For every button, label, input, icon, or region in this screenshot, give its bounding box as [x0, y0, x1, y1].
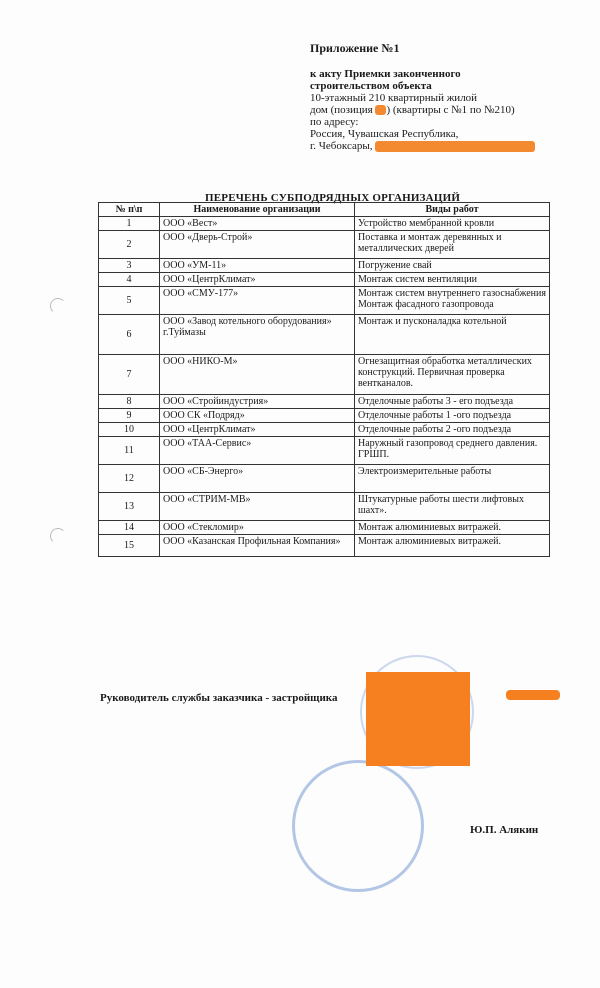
row-org: ООО «НИКО-М»: [160, 355, 355, 395]
row-org: ООО «СБ-Энерго»: [160, 465, 355, 493]
row-work: Отделочные работы 3 - его подъезда: [355, 395, 550, 409]
table-row: [99, 355, 550, 395]
row-work: Отделочные работы 2 -ого подъезда: [355, 423, 550, 437]
table-header-row: [99, 203, 550, 217]
header-num: № п\п: [99, 203, 160, 217]
table-row: [99, 395, 550, 409]
row-work: Монтаж и пусконаладка котельной: [355, 315, 550, 355]
row-num: 12: [99, 465, 160, 493]
row-org: ООО «Дверь-Строй»: [160, 231, 355, 259]
row-org: ООО «ЦентрКлимат»: [160, 423, 355, 437]
address-country: Россия, Чувашская Республика,: [310, 128, 459, 140]
table-row: [99, 259, 550, 273]
object-line-4b: ) (квартиры с №1 по №210): [386, 104, 515, 116]
address-label: по адресу:: [310, 116, 359, 128]
row-org: ООО «Стройиндустрия»: [160, 395, 355, 409]
punch-hole-bottom: [50, 528, 66, 544]
header-org: Наименование организации: [160, 203, 355, 217]
header-work: Виды работ: [355, 203, 550, 217]
row-work: Отделочные работы 1 -ого подъезда: [355, 409, 550, 423]
row-num: 3: [99, 259, 160, 273]
row-work: Монтаж алюминиевых витражей.: [355, 535, 550, 557]
row-work: Штукатурные работы шести лифтовых шахт».: [355, 493, 550, 521]
row-work: Монтаж систем внутреннего газоснабжения Монтаж фасадного газопровода: [355, 287, 550, 315]
list-title: ПЕРЕЧЕНЬ СУБПОДРЯДНЫХ ОРГАНИЗАЦИЙ: [205, 192, 461, 204]
row-num: 14: [99, 521, 160, 535]
signature-label: Руководитель службы заказчика - застройщика: [100, 692, 338, 704]
redaction-position: [375, 105, 386, 115]
row-org: ООО «УМ-11»: [160, 259, 355, 273]
row-work: Электроизмерительные работы: [355, 465, 550, 493]
row-org: ООО «Вест»: [160, 217, 355, 231]
row-num: 15: [99, 535, 160, 557]
row-org: ООО «Стекломир»: [160, 521, 355, 535]
row-org: ООО «Завод котельного оборудования» г.Туймазы: [160, 315, 355, 355]
row-work: Огнезащитная обработка металлических конструкций. Первичная проверка вентканалов.: [355, 355, 550, 395]
table-row: [99, 273, 550, 287]
row-work: Монтаж алюминиевых витражей.: [355, 521, 550, 535]
table-row: [99, 521, 550, 535]
row-org: ООО «ЦентрКлимат»: [160, 273, 355, 287]
appendix-title: Приложение №1: [310, 41, 400, 55]
object-line-4: [310, 104, 535, 116]
table-row: [99, 231, 550, 259]
row-num: 8: [99, 395, 160, 409]
signer-name: Ю.П. Алякин: [470, 824, 539, 836]
row-work: Монтаж систем вентиляции: [355, 273, 550, 287]
address-city-text: г. Чебоксары,: [310, 140, 376, 152]
table-row: [99, 315, 550, 355]
act-line-2: строительством объекта: [310, 80, 432, 92]
act-line-1: к акту Приемки законченного: [310, 68, 461, 80]
redaction-address: [375, 141, 535, 152]
object-line-4a: дом (позиция: [310, 104, 376, 116]
row-work: Устройство мембранной кровли: [355, 217, 550, 231]
table-row: [99, 423, 550, 437]
row-num: 4: [99, 273, 160, 287]
table-row: [99, 287, 550, 315]
punch-hole-top: [50, 298, 66, 314]
table-row: [99, 465, 550, 493]
row-num: 1: [99, 217, 160, 231]
row-num: 6: [99, 315, 160, 355]
table-row: [99, 493, 550, 521]
subcontractors-table: [98, 202, 550, 557]
object-line-3: 10-этажный 210 квартирный жилой: [310, 92, 478, 104]
row-org: ООО СК «Подряд»: [160, 409, 355, 423]
row-org: ООО «ТАА-Сервис»: [160, 437, 355, 465]
row-org: ООО «Казанская Профильная Компания»: [160, 535, 355, 557]
redaction-small: [506, 690, 560, 700]
table-row: [99, 217, 550, 231]
address-city: [310, 140, 535, 152]
row-num: 10: [99, 423, 160, 437]
row-num: 13: [99, 493, 160, 521]
row-num: 2: [99, 231, 160, 259]
row-org: ООО «СТРИМ-МВ»: [160, 493, 355, 521]
redaction-signature: [366, 672, 470, 766]
document-header: [310, 42, 535, 152]
row-org: ООО «СМУ-177»: [160, 287, 355, 315]
table-row: [99, 437, 550, 465]
row-num: 7: [99, 355, 160, 395]
stamp-seal: [292, 760, 424, 892]
row-work: Поставка и монтаж деревянных и металлических дверей: [355, 231, 550, 259]
table-row: [99, 535, 550, 557]
row-work: Погружение свай: [355, 259, 550, 273]
table-row: [99, 409, 550, 423]
row-num: 5: [99, 287, 160, 315]
row-num: 11: [99, 437, 160, 465]
row-work: Наружный газопровод среднего давления. ГРШП.: [355, 437, 550, 465]
row-num: 9: [99, 409, 160, 423]
